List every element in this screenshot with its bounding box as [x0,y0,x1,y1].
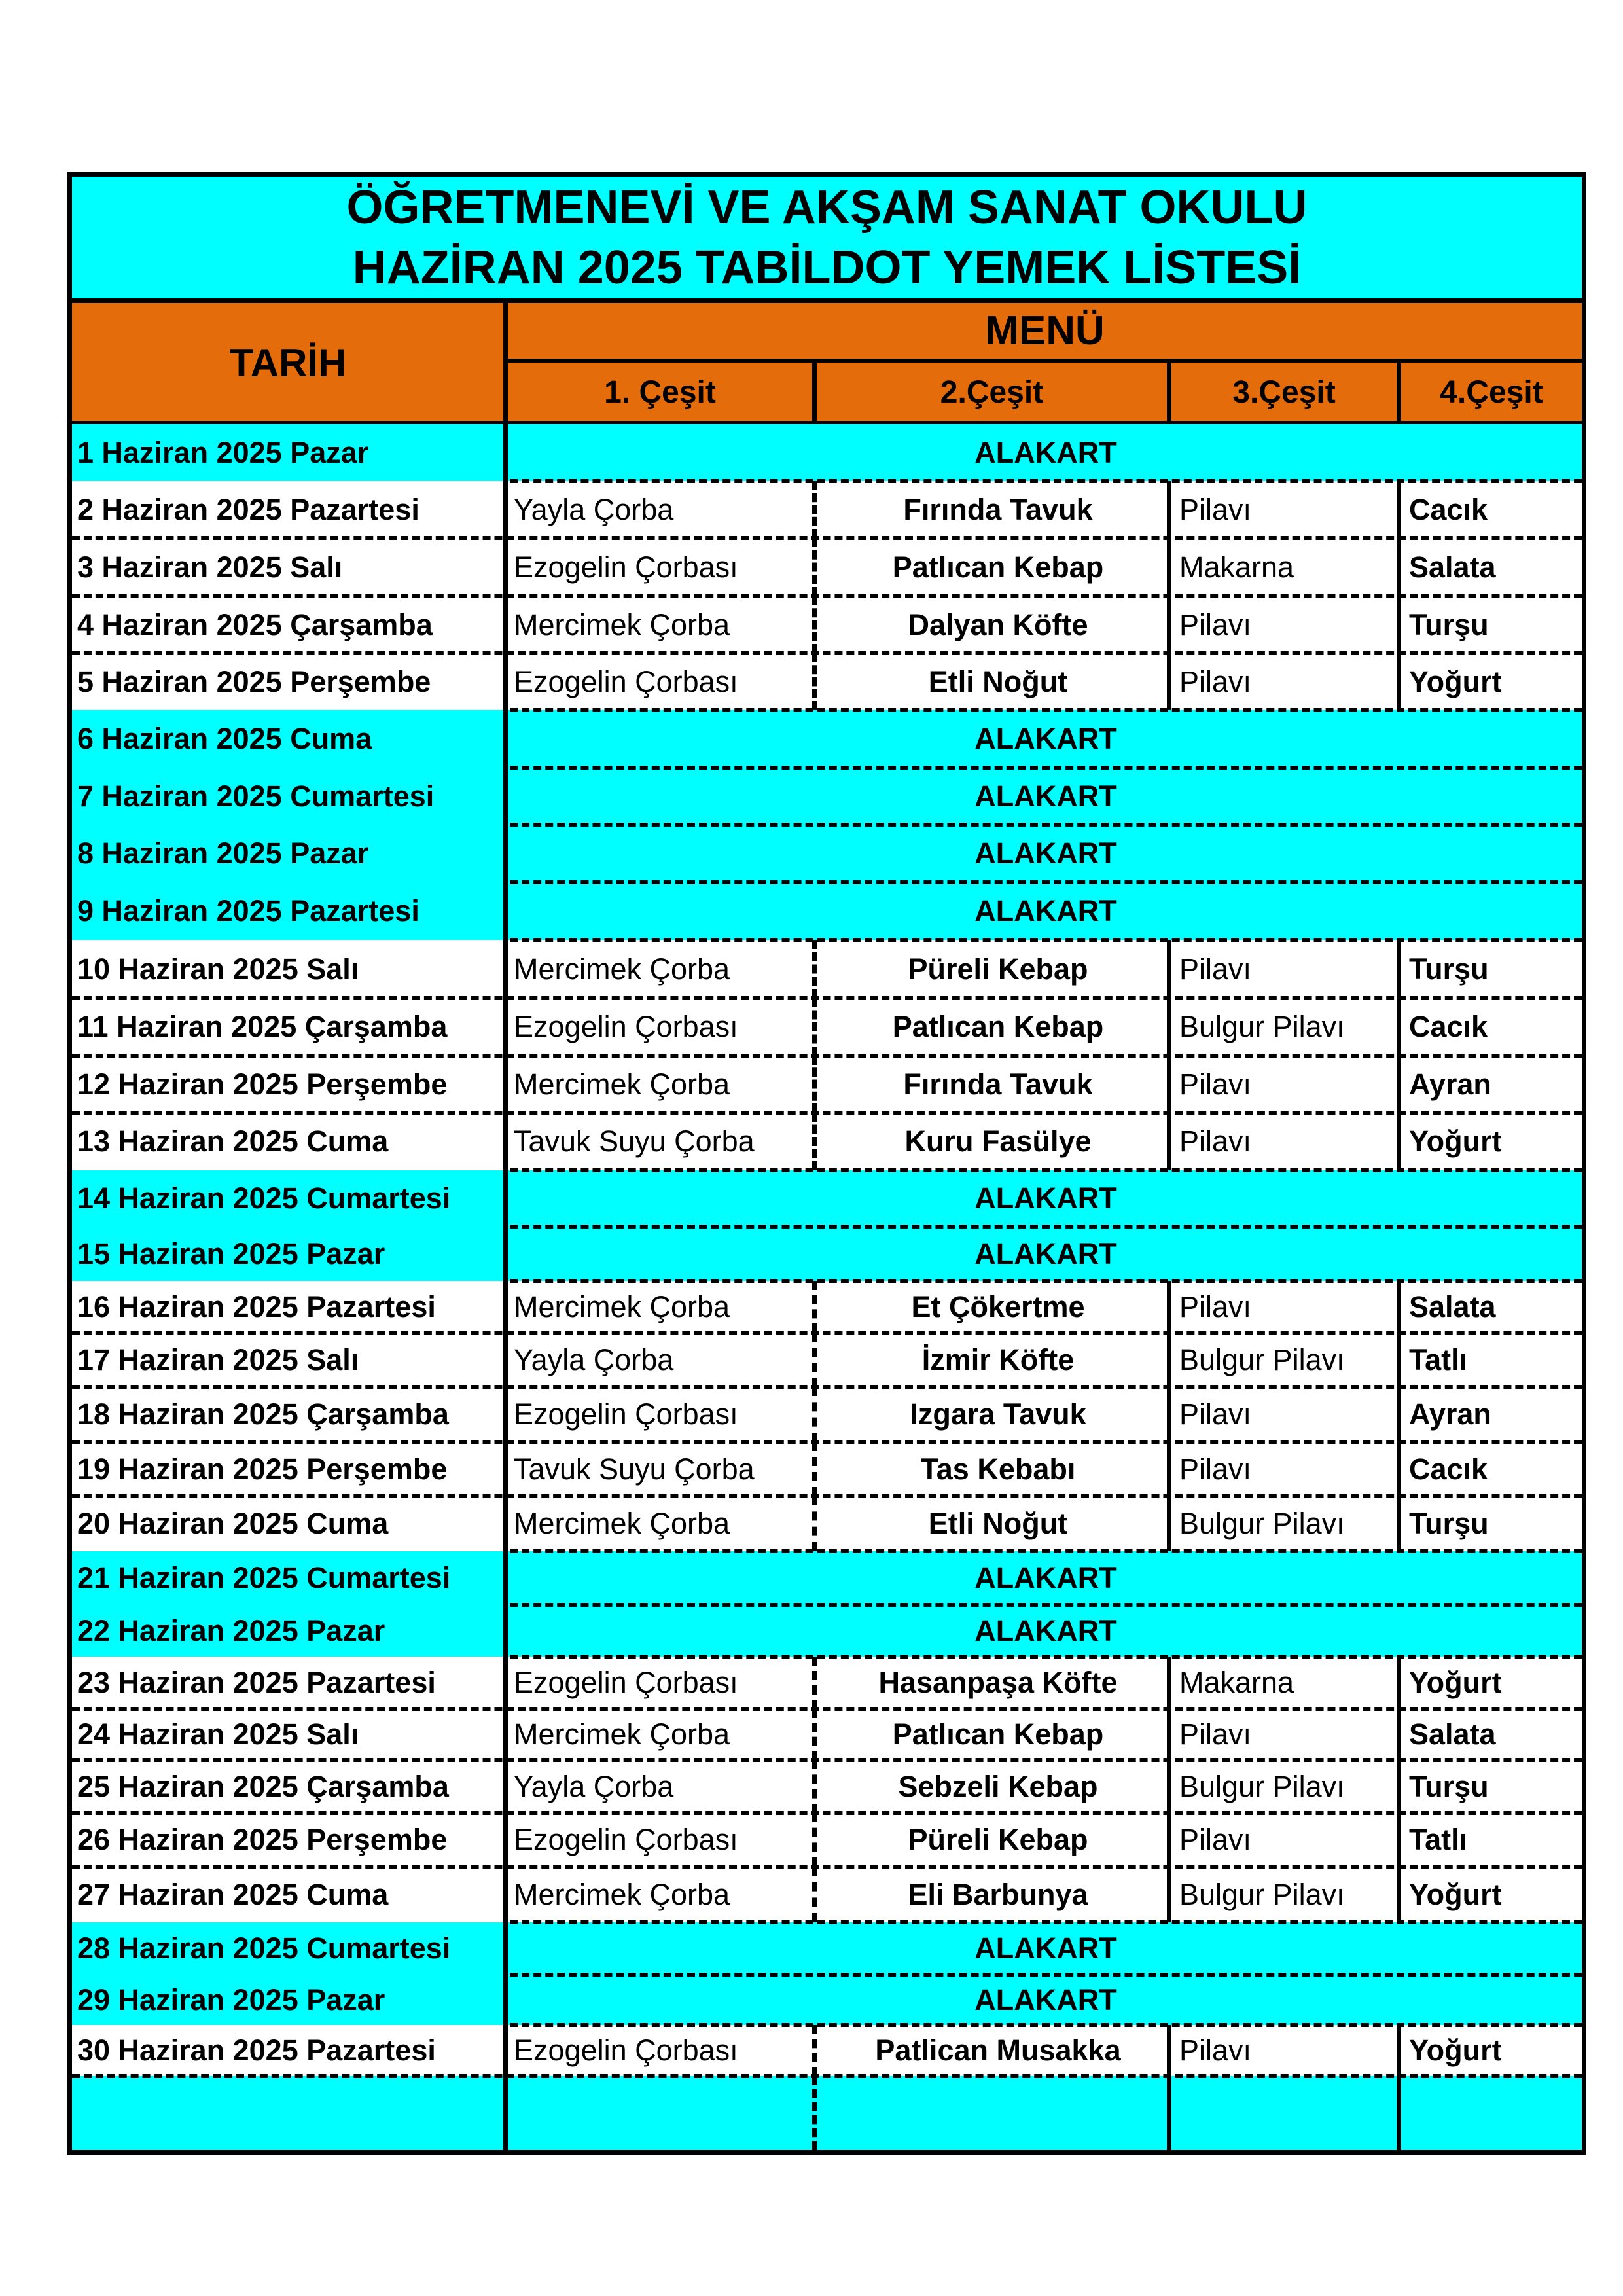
dish-2-cell: Patlıcan Kebap [892,550,1104,584]
dish-1-cell: Yayla Çorba [514,1769,674,1803]
title-line-1: ÖĞRETMENEVİ VE AKŞAM SANAT OKULU [346,181,1308,234]
header-col-3: 3.Çeşit [1171,363,1397,422]
dish-4-cell: Tatlı [1409,1342,1468,1376]
dish-3-cell: Pilavı [1179,492,1252,526]
date-cell: 11 Haziran 2025 Çarşamba [77,1010,448,1043]
dish-3-cell: Pilavı [1179,1124,1252,1158]
title-line-2: HAZİRAN 2025 TABİLDOT YEMEK LİSTESİ [352,242,1302,294]
dish-4-cell: Salata [1409,1289,1496,1323]
date-cell: 14 Haziran 2025 Cumartesi [77,1181,451,1215]
date-cell: 23 Haziran 2025 Pazartesi [77,1666,436,1699]
dish-2-cell: Sebzeli Kebap [898,1769,1098,1803]
dish-3-cell: Pilavı [1179,664,1252,698]
date-cell: 15 Haziran 2025 Pazar [77,1236,385,1270]
dish-4-cell: Turşu [1409,1769,1489,1803]
alakart-cell: ALAKART [974,894,1117,927]
dish-4-cell: Yoğurt [1409,664,1502,698]
dish-4-cell: Turşu [1409,1507,1489,1540]
dish-4-cell: Tatlı [1409,1823,1468,1856]
dish-3-cell: Pilavı [1179,1452,1252,1486]
date-cell: 19 Haziran 2025 Perşembe [77,1452,448,1486]
dish-3-cell: Pilavı [1179,1717,1252,1751]
date-cell: 26 Haziran 2025 Perşembe [77,1823,448,1856]
date-cell: 24 Haziran 2025 Salı [77,1717,359,1751]
dish-4-cell: Yoğurt [1409,1124,1502,1158]
dish-1-cell: Mercimek Çorba [514,952,730,986]
alakart-cell: ALAKART [974,1236,1117,1270]
dish-2-cell: Eli Barbunya [908,1877,1088,1911]
date-cell: 18 Haziran 2025 Çarşamba [77,1397,449,1431]
dish-4-cell: Ayran [1409,1397,1491,1431]
dish-3-cell: Pilavı [1179,1067,1252,1101]
alakart-cell: ALAKART [974,836,1117,870]
dish-4-cell: Turşu [1409,952,1489,986]
alakart-cell: ALAKART [974,1613,1117,1647]
date-cell: 12 Haziran 2025 Perşembe [77,1067,448,1101]
header-col-2: 2.Çeşit [817,363,1167,422]
dish-3-cell: Makarna [1179,1666,1294,1699]
dish-2-cell: Etli Noğut [928,664,1068,698]
dish-4-cell: Cacık [1409,1010,1488,1043]
dish-3-cell: Pilavı [1179,2034,1252,2067]
date-cell: 21 Haziran 2025 Cumartesi [77,1561,451,1594]
dish-1-cell: Mercimek Çorba [514,1507,730,1540]
dish-3-cell: Bulgur Pilavı [1179,1342,1345,1376]
dish-3-cell: Bulgur Pilavı [1179,1010,1345,1043]
dish-2-cell: Patlican Musakka [875,2034,1121,2067]
alakart-cell: ALAKART [974,722,1117,755]
date-cell: 4 Haziran 2025 Çarşamba [77,607,433,641]
alakart-cell: ALAKART [974,1181,1117,1215]
date-cell: 6 Haziran 2025 Cuma [77,722,372,755]
date-cell: 9 Haziran 2025 Pazartesi [77,894,419,927]
dish-2-cell: Püreli Kebap [908,952,1088,986]
dish-4-cell: Yoğurt [1409,1666,1502,1699]
table-outer-border [67,172,1586,2155]
date-cell: 29 Haziran 2025 Pazar [77,1982,385,2017]
dish-4-cell: Cacık [1409,1452,1488,1486]
dish-2-cell: Fırında Tavuk [903,1067,1093,1101]
dish-4-cell: Ayran [1409,1067,1491,1101]
dish-2-cell: İzmir Köfte [921,1342,1075,1376]
dish-1-cell: Tavuk Suyu Çorba [514,1452,755,1486]
dish-2-cell: Patlıcan Kebap [892,1717,1104,1751]
dish-2-cell: Fırında Tavuk [903,492,1093,526]
dish-1-cell: Ezogelin Çorbası [514,1666,738,1699]
dish-4-cell: Yoğurt [1409,2034,1502,2067]
dish-1-cell: Yayla Çorba [514,492,674,526]
dish-1-cell: Mercimek Çorba [514,1717,730,1751]
dish-4-cell: Turşu [1409,607,1489,641]
dish-1-cell: Ezogelin Çorbası [514,550,738,584]
date-cell: 16 Haziran 2025 Pazartesi [77,1289,436,1323]
dish-2-cell: Patlıcan Kebap [892,1010,1104,1043]
dish-2-cell: Tas Kebabı [920,1452,1076,1486]
date-cell: 7 Haziran 2025 Cumartesi [77,779,435,813]
dish-2-cell: Etli Noğut [928,1507,1068,1540]
dish-1-cell: Ezogelin Çorbası [514,1010,738,1043]
dish-2-cell: Püreli Kebap [908,1823,1088,1856]
dish-1-cell: Ezogelin Çorbası [514,1397,738,1431]
dish-2-cell: Izgara Tavuk [910,1397,1086,1431]
date-cell: 2 Haziran 2025 Pazartesi [77,492,419,526]
date-cell: 25 Haziran 2025 Çarşamba [77,1769,449,1803]
date-cell: 27 Haziran 2025 Cuma [77,1877,389,1911]
dish-1-cell: Yayla Çorba [514,1342,674,1376]
date-cell: 22 Haziran 2025 Pazar [77,1613,385,1647]
alakart-cell: ALAKART [974,1982,1117,2017]
header-date-label: TARİH [229,340,347,385]
dish-1-cell: Mercimek Çorba [514,1289,730,1323]
dish-4-cell: Salata [1409,1717,1496,1751]
header-col-1: 1. Çeşit [508,363,812,422]
date-cell: 3 Haziran 2025 Salı [77,550,343,584]
dish-1-cell: Mercimek Çorba [514,607,730,641]
alakart-cell: ALAKART [974,435,1117,469]
dish-3-cell: Pilavı [1179,1397,1252,1431]
dish-1-cell: Tavuk Suyu Çorba [514,1124,755,1158]
dish-2-cell: Dalyan Köfte [908,607,1088,641]
dish-3-cell: Bulgur Pilavı [1179,1769,1345,1803]
dish-3-cell: Pilavı [1179,1289,1252,1323]
alakart-cell: ALAKART [974,1931,1117,1965]
dish-1-cell: Ezogelin Çorbası [514,2034,738,2067]
dish-2-cell: Hasanpaşa Köfte [878,1666,1118,1699]
alakart-cell: ALAKART [974,779,1117,813]
date-cell: 13 Haziran 2025 Cuma [77,1124,389,1158]
dish-3-cell: Pilavı [1179,607,1252,641]
dish-3-cell: Pilavı [1179,1823,1252,1856]
header-col-4: 4.Çeşit [1401,363,1582,422]
date-cell: 8 Haziran 2025 Pazar [77,836,369,870]
date-cell: 10 Haziran 2025 Salı [77,952,359,986]
dish-4-cell: Cacık [1409,492,1488,526]
date-cell: 1 Haziran 2025 Pazar [77,435,369,469]
date-cell: 20 Haziran 2025 Cuma [77,1507,389,1540]
dish-1-cell: Ezogelin Çorbası [514,664,738,698]
dish-2-cell: Et Çökertme [911,1289,1085,1323]
dish-3-cell: Pilavı [1179,952,1252,986]
dish-3-cell: Bulgur Pilavı [1179,1507,1345,1540]
header-menu-label: MENÜ [985,308,1105,353]
dish-1-cell: Ezogelin Çorbası [514,1823,738,1856]
dish-4-cell: Salata [1409,550,1496,584]
alakart-cell: ALAKART [974,1561,1117,1594]
dish-3-cell: Makarna [1179,550,1294,584]
date-cell: 5 Haziran 2025 Perşembe [77,664,431,698]
dish-1-cell: Mercimek Çorba [514,1877,730,1911]
date-cell: 17 Haziran 2025 Salı [77,1342,359,1376]
dish-1-cell: Mercimek Çorba [514,1067,730,1101]
dish-2-cell: Kuru Fasülye [904,1124,1092,1158]
dish-4-cell: Yoğurt [1409,1877,1502,1911]
date-cell: 28 Haziran 2025 Cumartesi [77,1931,451,1965]
date-cell: 30 Haziran 2025 Pazartesi [77,2034,436,2067]
dish-3-cell: Bulgur Pilavı [1179,1877,1345,1911]
